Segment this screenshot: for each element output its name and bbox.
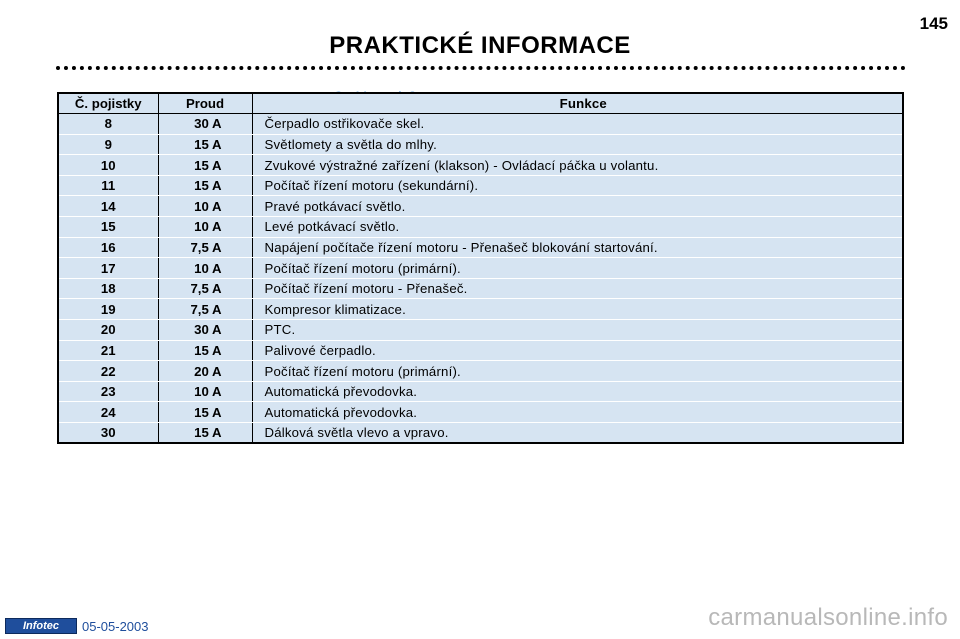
table-row [58, 381, 903, 402]
amperage-cell: 10 A [158, 381, 252, 402]
fuse-number-cell: 22 [58, 361, 158, 382]
fuse-number-cell: 15 [58, 217, 158, 238]
fuse-table-header [58, 93, 903, 114]
amperage-cell: 15 A [158, 340, 252, 361]
amperage-cell: 7,5 A [158, 278, 252, 299]
table-row [58, 340, 903, 361]
fuse-number-cell: 8 [58, 114, 158, 135]
table-row [58, 175, 903, 196]
fuse-number-cell: 24 [58, 402, 158, 423]
fuse-number-cell: 16 [58, 237, 158, 258]
table-row [58, 423, 903, 444]
fuse-number-cell: 30 [58, 423, 158, 444]
amperage-cell: 15 A [158, 423, 252, 444]
table-row [58, 402, 903, 423]
amperage-cell: 20 A [158, 361, 252, 382]
fuse-number-cell: 19 [58, 299, 158, 320]
table-row [58, 114, 903, 135]
fuse-number-cell: 9 [58, 134, 158, 155]
fuse-table [57, 92, 904, 444]
amperage-cell: 15 A [158, 402, 252, 423]
fuse-number-cell: 18 [58, 278, 158, 299]
header-row [58, 93, 903, 114]
amperage-cell: 30 A [158, 114, 252, 135]
watermark-bottom: carmanualsonline.info [708, 604, 948, 631]
table-row [58, 361, 903, 382]
function-cell: Levé potkávací světlo. [252, 217, 903, 238]
table-row [58, 320, 903, 341]
table-row [58, 134, 903, 155]
page-title: PRAKTICKÉ INFORMACE [329, 32, 631, 59]
fuse-table-body [58, 114, 903, 444]
function-cell: Automatická převodovka. [252, 402, 903, 423]
fuse-number-cell: 14 [58, 196, 158, 217]
footer-date: 05-05-2003 [82, 619, 149, 634]
function-cell: Počítač řízení motoru (primární). [252, 258, 903, 279]
header-fuse-number: Č. pojistky [58, 93, 158, 114]
amperage-cell: 15 A [158, 175, 252, 196]
amperage-cell: 10 A [158, 217, 252, 238]
fuse-number-cell: 11 [58, 175, 158, 196]
fuse-number-cell: 20 [58, 320, 158, 341]
amperage-cell: 7,5 A [158, 299, 252, 320]
amperage-cell: 15 A [158, 134, 252, 155]
fuse-number-cell: 21 [58, 340, 158, 361]
table-row [58, 237, 903, 258]
function-cell: Počítač řízení motoru (sekundární). [252, 175, 903, 196]
amperage-cell: 15 A [158, 155, 252, 176]
function-cell: Napájení počítače řízení motoru - Přenašeč blokování startování. [252, 237, 903, 258]
function-cell: Kompresor klimatizace. [252, 299, 903, 320]
table-row [58, 258, 903, 279]
table-row [58, 217, 903, 238]
function-cell: Automatická převodovka. [252, 381, 903, 402]
header-function: Funkce [252, 93, 903, 114]
fuse-number-cell: 23 [58, 381, 158, 402]
table-row [58, 155, 903, 176]
function-cell: PTC. [252, 320, 903, 341]
function-cell: Světlomety a světla do mlhy. [252, 134, 903, 155]
function-cell: Počítač řízení motoru (primární). [252, 361, 903, 382]
table-row [58, 278, 903, 299]
function-cell: Palivové čerpadlo. [252, 340, 903, 361]
table-row [58, 299, 903, 320]
function-cell: Čerpadlo ostřikovače skel. [252, 114, 903, 135]
amperage-cell: 30 A [158, 320, 252, 341]
function-cell: Pravé potkávací světlo. [252, 196, 903, 217]
amperage-cell: 10 A [158, 258, 252, 279]
dotted-divider [56, 66, 906, 70]
function-cell: Počítač řízení motoru - Přenašeč. [252, 278, 903, 299]
function-cell: Zvukové výstražné zařízení (klakson) - Ovládací páčka u volantu. [252, 155, 903, 176]
fuse-number-cell: 10 [58, 155, 158, 176]
function-cell: Dálková světla vlevo a vpravo. [252, 423, 903, 444]
fuse-number-cell: 17 [58, 258, 158, 279]
table-row [58, 196, 903, 217]
amperage-cell: 10 A [158, 196, 252, 217]
page-number: 145 [919, 14, 948, 33]
amperage-cell: 7,5 A [158, 237, 252, 258]
header-amperage: Proud [158, 93, 252, 114]
infotec-logo: Infotec [5, 618, 77, 634]
